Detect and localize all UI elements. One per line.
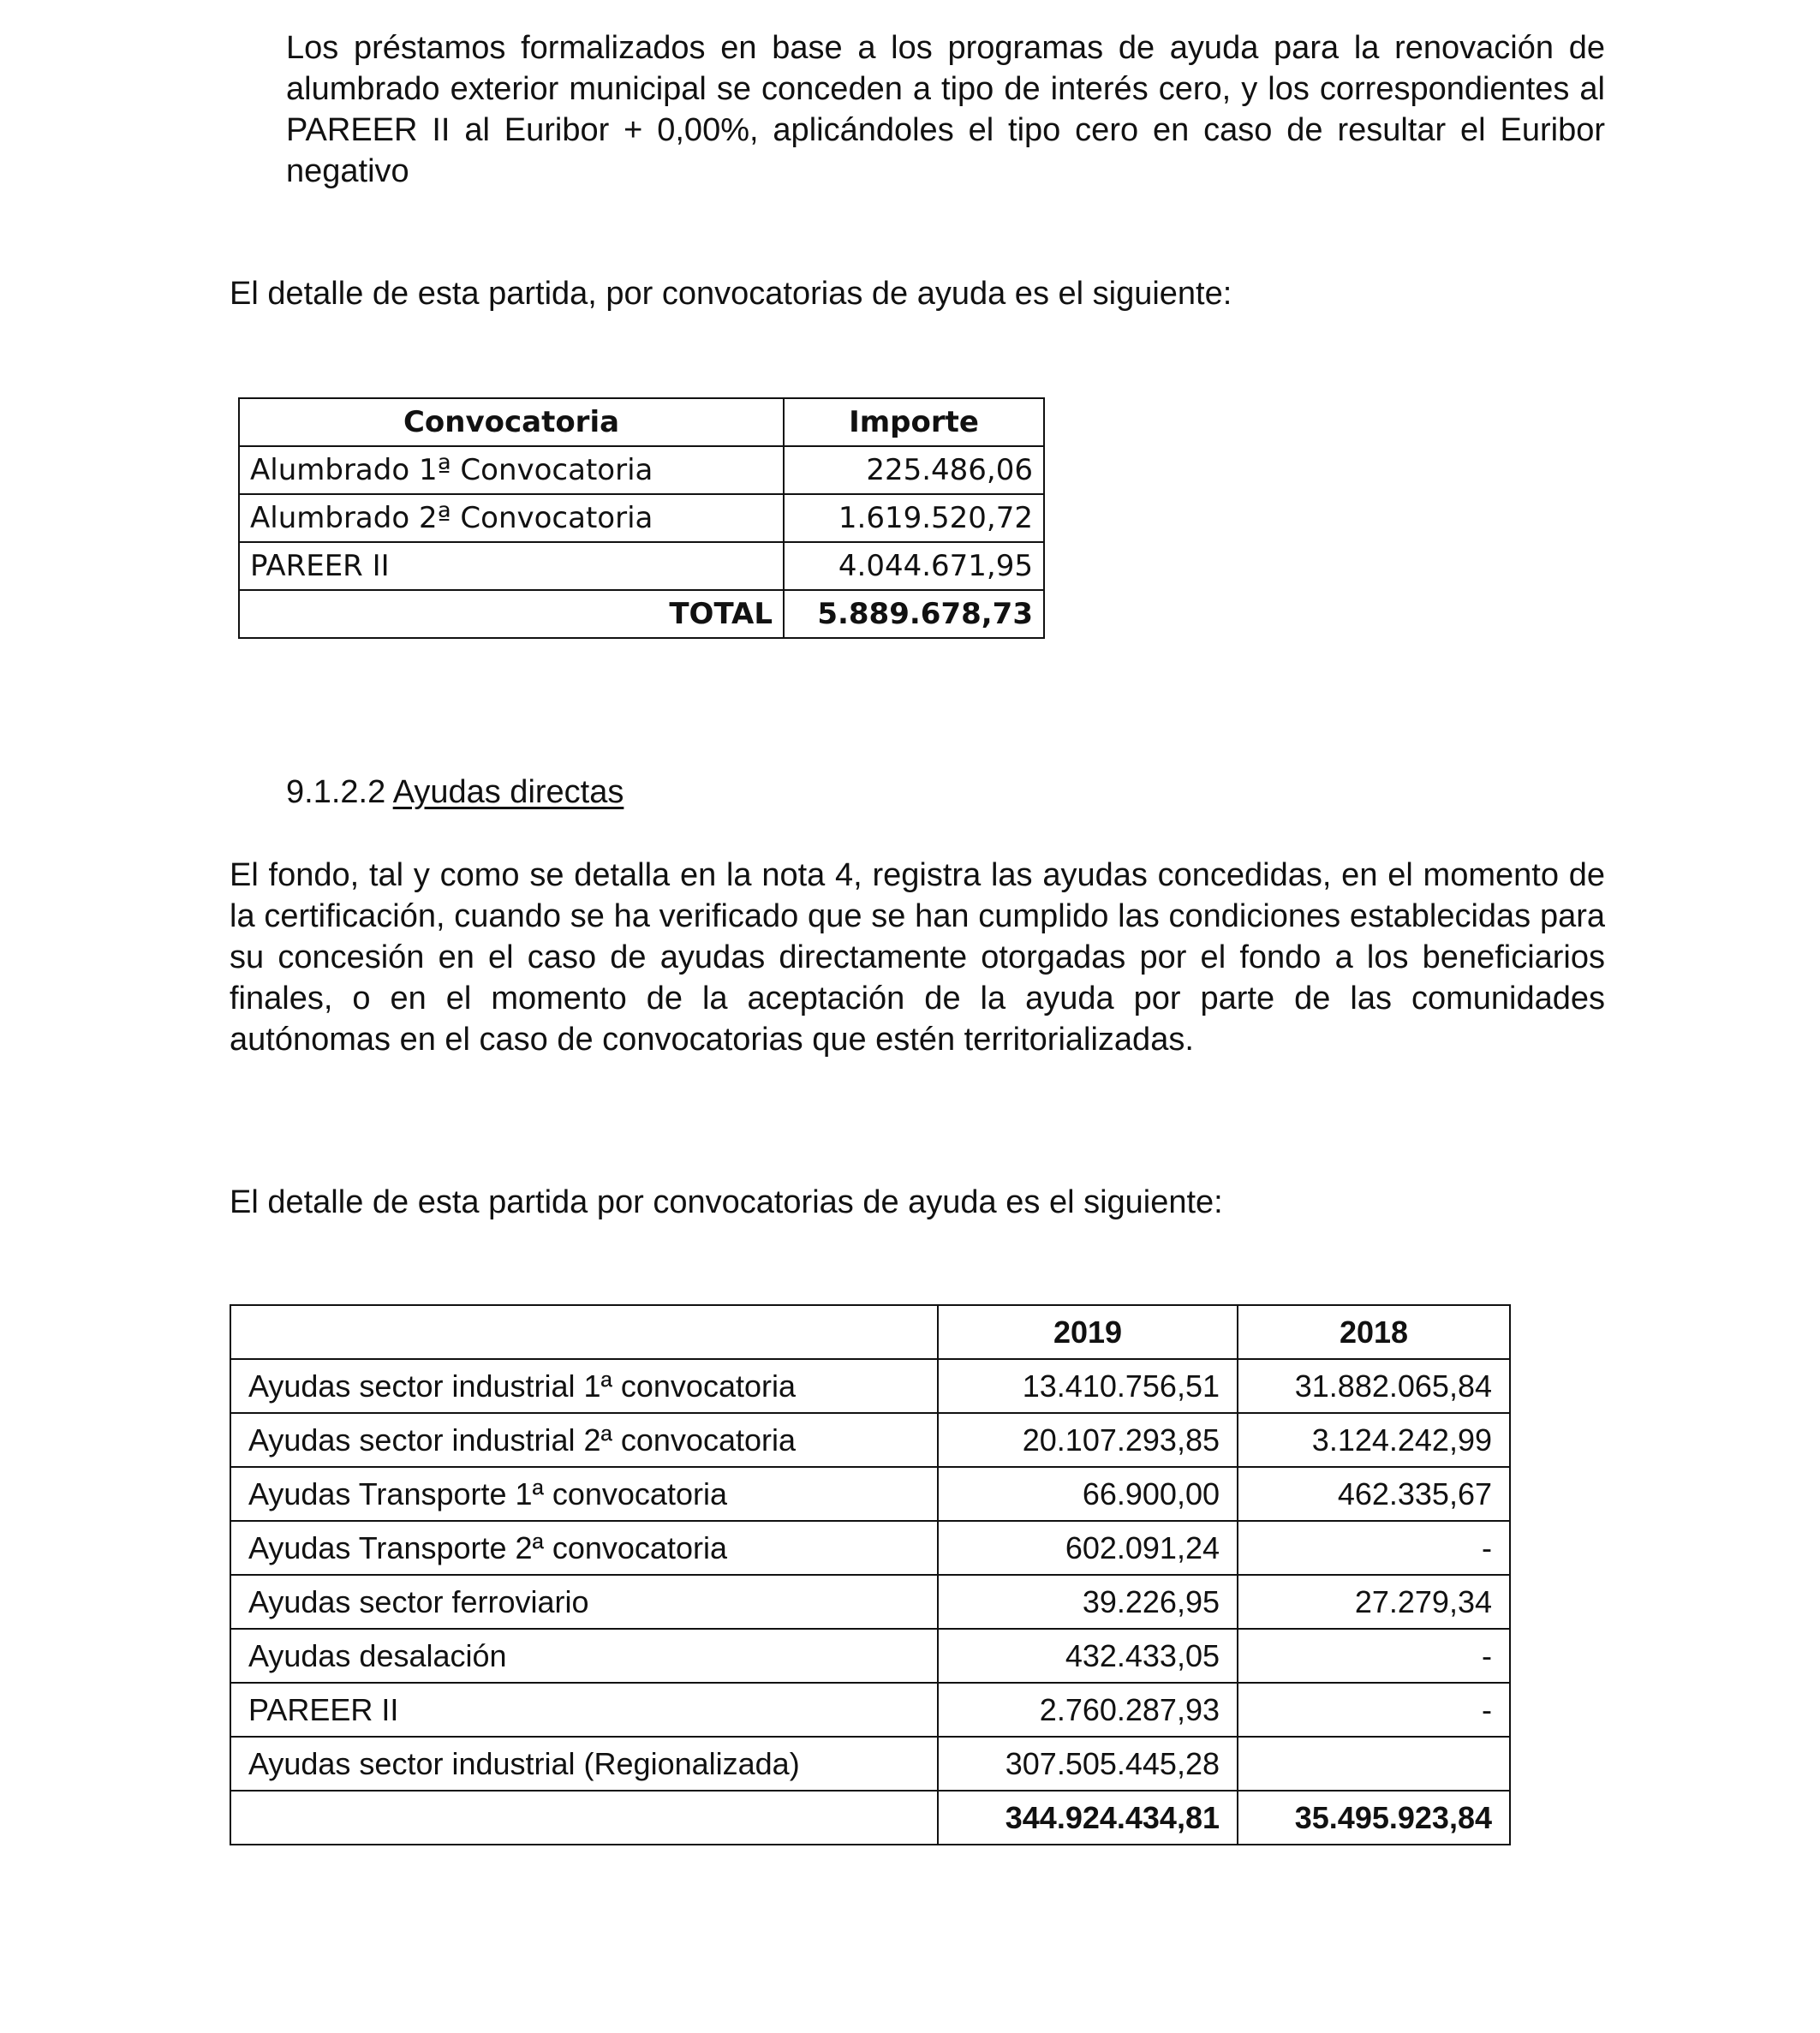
ayudas-paragraph: El fondo, tal y como se detalla en la nota 4, registra las ayudas concedidas, en el momento de la certificación, cuando se ha verificado que se han cumplido las condiciones establecidas para su concesión en el caso de ayudas directamente otorgadas por el fondo a los beneficiarios finales, o en el momento de la aceptación de la ayuda por parte de las comunidades autónomas en el caso de convocatorias que estén territorializadas. <box>230 857 1605 1058</box>
table2-intro: El detalle de esta partida por convocatorias de ayuda es el siguiente: <box>230 1184 1223 1220</box>
header-convocatoria: Convocatoria <box>239 398 784 446</box>
total-2018: 35.495.923,84 <box>1238 1791 1510 1845</box>
row-label: PAREER II <box>230 1683 938 1737</box>
row-2019: 307.505.445,28 <box>938 1737 1238 1791</box>
row-2018: 27.279,34 <box>1238 1575 1510 1629</box>
row-label: Ayudas sector industrial 1ª convocatoria <box>230 1359 938 1413</box>
row-2018: 3.124.242,99 <box>1238 1413 1510 1467</box>
header-empty <box>230 1305 938 1359</box>
row-label: Ayudas Transporte 2ª convocatoria <box>230 1521 938 1575</box>
row-2018: 31.882.065,84 <box>1238 1359 1510 1413</box>
row-2019: 20.107.293,85 <box>938 1413 1238 1467</box>
table-row <box>230 1521 1510 1575</box>
total-label: TOTAL <box>239 590 784 638</box>
table-row <box>230 1683 1510 1737</box>
convocatorias-table <box>238 397 1045 639</box>
row-label: Alumbrado 2ª Convocatoria <box>239 494 784 542</box>
row-label: Ayudas sector industrial 2ª convocatoria <box>230 1413 938 1467</box>
header-2018: 2018 <box>1238 1305 1510 1359</box>
row-2019: 2.760.287,93 <box>938 1683 1238 1737</box>
total-value: 5.889.678,73 <box>784 590 1044 638</box>
total-2019: 344.924.434,81 <box>938 1791 1238 1845</box>
row-value: 1.619.520,72 <box>784 494 1044 542</box>
row-value: 4.044.671,95 <box>784 542 1044 590</box>
row-label: Ayudas sector ferroviario <box>230 1575 938 1629</box>
section-number: 9.1.2.2 <box>286 774 386 810</box>
table-row <box>239 446 1044 494</box>
row-label: Ayudas desalación <box>230 1629 938 1683</box>
header-2019: 2019 <box>938 1305 1238 1359</box>
table-header-row <box>230 1305 1510 1359</box>
row-label: Ayudas Transporte 1ª convocatoria <box>230 1467 938 1521</box>
row-label: PAREER II <box>239 542 784 590</box>
table-row <box>230 1629 1510 1683</box>
header-importe: Importe <box>784 398 1044 446</box>
row-2019: 66.900,00 <box>938 1467 1238 1521</box>
row-2018: - <box>1238 1521 1510 1575</box>
table-row <box>230 1413 1510 1467</box>
row-2018: - <box>1238 1683 1510 1737</box>
table-row <box>230 1467 1510 1521</box>
row-2019: 432.433,05 <box>938 1629 1238 1683</box>
table-row <box>239 542 1044 590</box>
total-label <box>230 1791 938 1845</box>
table-row <box>230 1737 1510 1791</box>
row-2018: - <box>1238 1629 1510 1683</box>
table-row <box>239 494 1044 542</box>
row-2019: 39.226,95 <box>938 1575 1238 1629</box>
table-row <box>230 1575 1510 1629</box>
table-row <box>230 1359 1510 1413</box>
row-value: 225.486,06 <box>784 446 1044 494</box>
row-2019: 602.091,24 <box>938 1521 1238 1575</box>
row-2018 <box>1238 1737 1510 1791</box>
row-label: Ayudas sector industrial (Regionalizada) <box>230 1737 938 1791</box>
row-2018: 462.335,67 <box>1238 1467 1510 1521</box>
ayudas-directas-table <box>230 1304 1511 1845</box>
row-label: Alumbrado 1ª Convocatoria <box>239 446 784 494</box>
row-2019: 13.410.756,51 <box>938 1359 1238 1413</box>
total-row <box>230 1791 1510 1845</box>
table-header-row <box>239 398 1044 446</box>
section-title: Ayudas directas <box>392 774 624 810</box>
total-row <box>239 590 1044 638</box>
table1-intro: El detalle de esta partida, por convocatorias de ayuda es el siguiente: <box>230 276 1232 312</box>
section-heading <box>286 772 1314 813</box>
intro-paragraph: Los préstamos formalizados en base a los programas de ayuda para la renovación de alumbrado exterior municipal se conceden a tipo de interés cero, y los correspondientes al PAREER II al Euribor + 0,00%, aplicándoles el tipo cero en caso de resultar el Euribor negativo <box>286 30 1605 189</box>
